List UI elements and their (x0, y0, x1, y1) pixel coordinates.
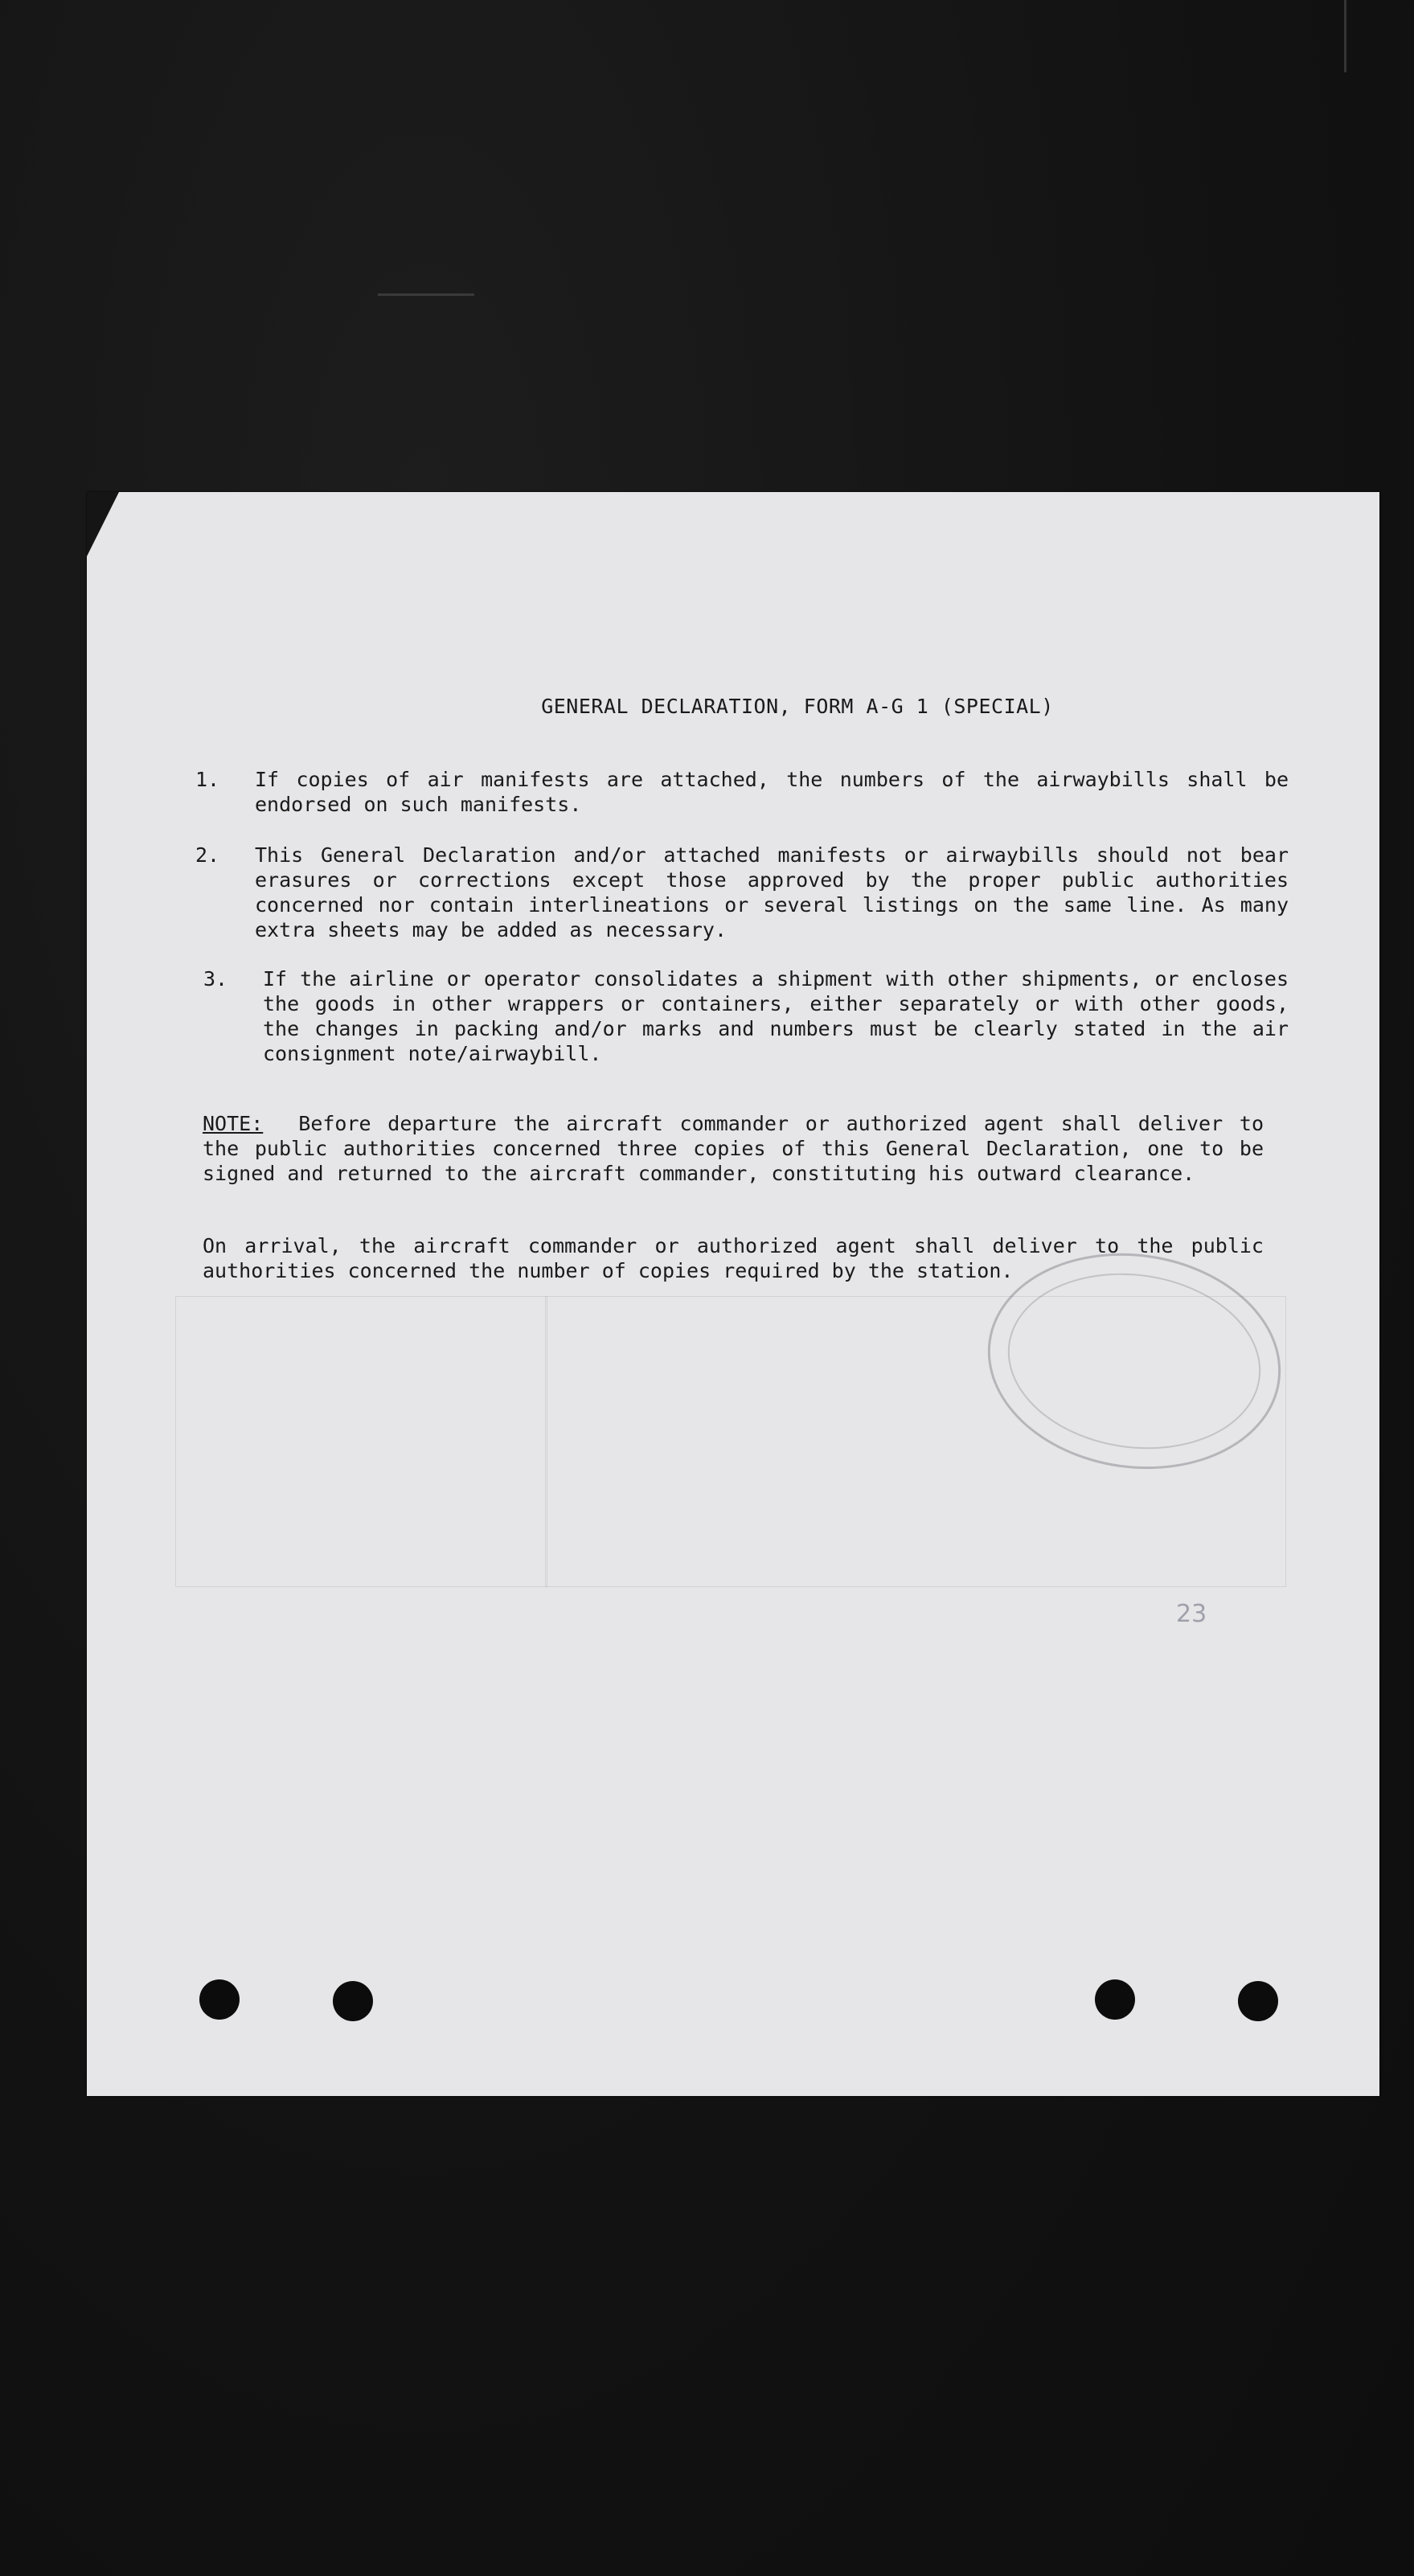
page-number: 23 (1176, 1600, 1207, 1628)
scan-artifact-line (378, 293, 474, 296)
item-number: 3. (203, 967, 228, 991)
note-text: Before departure the aircraft commander or authorized agent shall deliver to the public authorities concerned three copies of this General Declaration, one to be signed and returned to the aircraft commander, constituting his outward clearance. (203, 1112, 1264, 1185)
instruction-item-2 (195, 843, 1289, 942)
item-text: If the airline or operator consolidates a shipment with other shipments, or encloses the goods in other wrappers or containers, either separately or with other goods, the changes in packing and/or marks and numbers must be clearly stated in the air consignment note/airwaybill. (263, 967, 1289, 1065)
document-page (87, 492, 1379, 2096)
instruction-item-3 (195, 966, 1289, 1066)
stamp-inner-ring (997, 1257, 1273, 1465)
punch-hole (199, 1979, 240, 2020)
instruction-item-1 (195, 767, 1289, 817)
item-number: 2. (195, 843, 220, 867)
item-text: This General Declaration and/or attached manifests or airwaybills should not bear erasures or corrections except those approved by the proper public authorities concerned nor contain interlineations or several listings on the same line. As many extra sheets may be added as necessary. (255, 843, 1289, 941)
punch-hole (333, 1981, 373, 2021)
folded-corner (87, 492, 119, 556)
item-number: 1. (195, 768, 220, 791)
scan-artifact-line (1344, 0, 1346, 72)
item-text: If copies of air manifests are attached, the numbers of the airwaybills shall be endorsed on such manifests. (255, 768, 1289, 816)
document-title: GENERAL DECLARATION, FORM A-G 1 (SPECIAL) (541, 695, 1054, 718)
bleed-through-box (545, 1296, 547, 1587)
note-paragraph (203, 1111, 1264, 1186)
note-label: NOTE: (203, 1112, 264, 1135)
arrival-paragraph: On arrival, the aircraft commander or authorized agent shall deliver to the public authorities concerned the number of copies required by the station. (203, 1234, 1264, 1282)
punch-hole (1095, 1979, 1135, 2020)
punch-hole (1238, 1981, 1278, 2021)
